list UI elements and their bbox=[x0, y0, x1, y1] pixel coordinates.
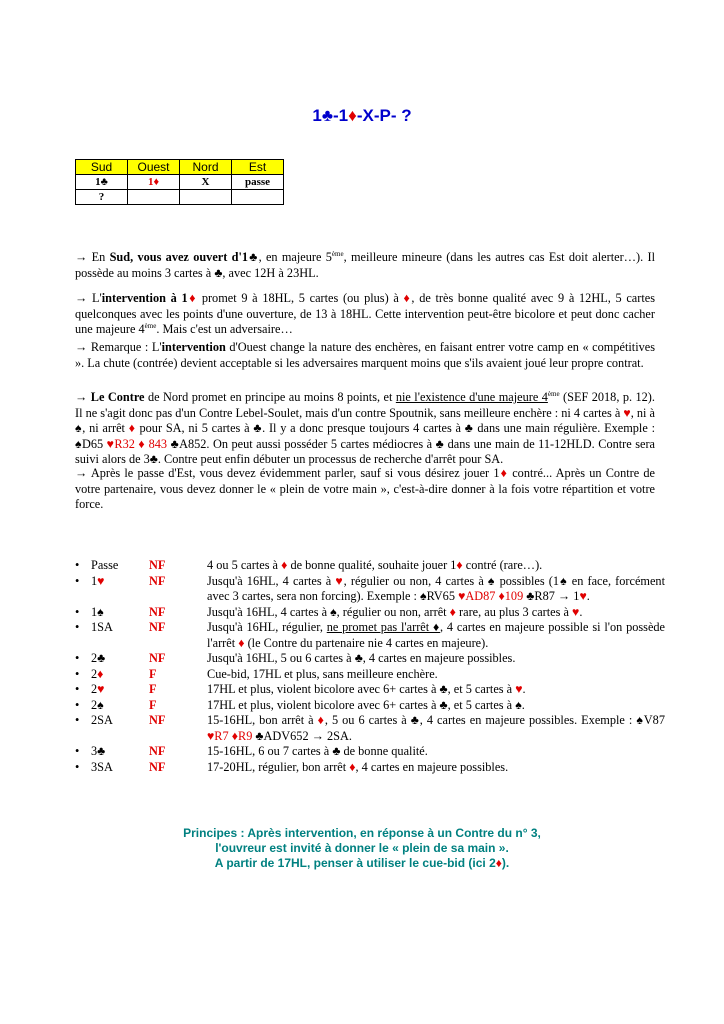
page-title bbox=[0, 106, 724, 126]
title-diamond: ♦ bbox=[348, 106, 357, 125]
header-ouest: Ouest bbox=[128, 160, 180, 175]
principles-line-2: l'ouvreur est invité à donner le « plein de sa main ». bbox=[215, 841, 509, 855]
list-item: • 1♠ NF Jusqu'à 16HL, 4 cartes à ♠, régulier ou non, arrêt ♦ rare, au plus 3 cartes à ♥. bbox=[75, 604, 583, 619]
paragraph-remark: → Remarque : L'intervention d'Ouest change la nature des enchères, en faisant entrer votre camp en « compétitives ». La chute (contrée) devient acceptable si les adversaires marquent moins que s'ils avaient joué leur propre contrat. bbox=[75, 340, 655, 370]
title-part-1: 1♣-1 bbox=[312, 106, 349, 125]
list-item: • Passe NF 4 ou 5 cartes à ♦ de bonne qualité, souhaite jouer 1♦ contré (rare…). bbox=[75, 558, 543, 572]
bid-sud-2: ? bbox=[76, 190, 128, 205]
bidding-row-2 bbox=[76, 190, 284, 205]
list-item: • 2♣ NF Jusqu'à 16HL, 5 ou 6 cartes à ♣, 4 cartes en majeure possibles. bbox=[75, 651, 516, 665]
header-nord: Nord bbox=[180, 160, 232, 175]
bid-nord: X bbox=[180, 175, 232, 190]
list-item: • 3SA NF 17-20HL, régulier, bon arrêt ♦, 4 cartes en majeure possibles. bbox=[75, 759, 509, 774]
bidding-row-1 bbox=[76, 175, 284, 190]
bid-ouest-2 bbox=[128, 190, 180, 205]
bid-list bbox=[75, 558, 665, 775]
list-item: • 2♥ F 17HL et plus, violent bicolore avec 6+ cartes à ♣, et 5 cartes à ♥. bbox=[75, 682, 526, 696]
bidding-header-row bbox=[76, 160, 284, 175]
list-item: • 1SA NF Jusqu'à 16HL, régulier, ne promet pas l'arrêt ♦, 4 cartes en majeure possible si l'on possède l'arrêt ♦ (le Contre du partenaire nie 4 cartes en majeure). bbox=[75, 620, 666, 650]
bid-est-2 bbox=[232, 190, 284, 205]
bid-ouest: 1♦ bbox=[128, 175, 180, 190]
paragraph-after-pass: → Après le passe d'Est, vous devez évidemment parler, sauf si vous désirez jouer 1♦ contré... Après un Contre de votre partenaire, vous devez donner le « plein de votre main », c'est-à-dire donner à la fois votre répartition et votre force. bbox=[75, 466, 655, 511]
list-item: • 2SA NF 15-16HL, bon arrêt à ♦, 5 ou 6 cartes à ♣, 4 cartes en majeure possibles. Exemple : ♠V87 ♥R7 ♦R9 ♣ADV652 → 2SA. bbox=[75, 713, 665, 743]
paragraph-double: → Le Contre de Nord promet en principe au moins 8 points, et nie l'existence d'une majeure 4ème (SEF 2018, p. 12). Il ne s'agit donc pas d'un Contre Lebel-Soulet, mais d'un contre Spoutnik, sans meilleure enchère : ni 4 cartes à ♥, ni à ♠, ni arrêt ♦ pour SA, ni 5 cartes à ♣. Il y a donc presque toujours 4 cartes à ♣ dans une main régulière. Exemple : ♠D65 ♥R32 ♦ 843 ♣A852. On peut aussi posséder 5 cartes médiocres à ♣ dans une main de 11-12HLD. Contre sera suivi alors de 3♣. Contre peut enfin débuter un processus de recherche d'arrêt pour SA. bbox=[75, 389, 656, 466]
paragraph-south-opening: → En Sud, vous avez ouvert d'1♣, en majeure 5ème, meilleure mineure (dans les autres cas Est doit alerter…). Il possède au moins 3 cartes à ♣, avec 12H à 23HL. bbox=[75, 249, 655, 280]
bid-est: passe bbox=[232, 175, 284, 190]
bid-sud: 1♣ bbox=[76, 175, 128, 190]
principles-line-1: Principes : Après intervention, en réponse à un Contre du n° 3, bbox=[183, 826, 541, 840]
principles-note bbox=[0, 826, 724, 871]
bid-nord-2 bbox=[180, 190, 232, 205]
bidding-table bbox=[75, 159, 284, 205]
title-part-3: -X-P- ? bbox=[356, 106, 412, 125]
list-item: • 1♥ NF Jusqu'à 16HL, 4 cartes à ♥, régulier ou non, 4 cartes à ♠ possibles (1♠ en face, forcément avec 3 cartes, sera non forcing). Exemple : ♠RV65 ♥AD87 ♦109 ♣R87 → 1♥. bbox=[75, 573, 665, 603]
list-item: • 3♣ NF 15-16HL, 6 ou 7 cartes à ♣ de bonne qualité. bbox=[75, 744, 428, 758]
list-item: • 2♠ F 17HL et plus, violent bicolore avec 6+ cartes à ♣, et 5 cartes à ♠. bbox=[75, 697, 525, 712]
list-item: • 2♦ F Cue-bid, 17HL et plus, sans meilleure enchère. bbox=[75, 666, 438, 681]
header-sud: Sud bbox=[76, 160, 128, 175]
paragraph-intervention: → L'intervention à 1♦ promet 9 à 18HL, 5 cartes (ou plus) à ♦, de très bonne qualité avec 9 à 12HL, 5 cartes quelconques avec les points d'une ouverture, de 13 à 18HL. Cette intervention peut-être bicolore et peut donc cacher une majeure 4ème. Mais c'est un adversaire… bbox=[75, 291, 655, 336]
header-est: Est bbox=[232, 160, 284, 175]
principles-line-3: A partir de 17HL, penser à utiliser le cue-bid (ici 2♦). bbox=[214, 856, 510, 870]
